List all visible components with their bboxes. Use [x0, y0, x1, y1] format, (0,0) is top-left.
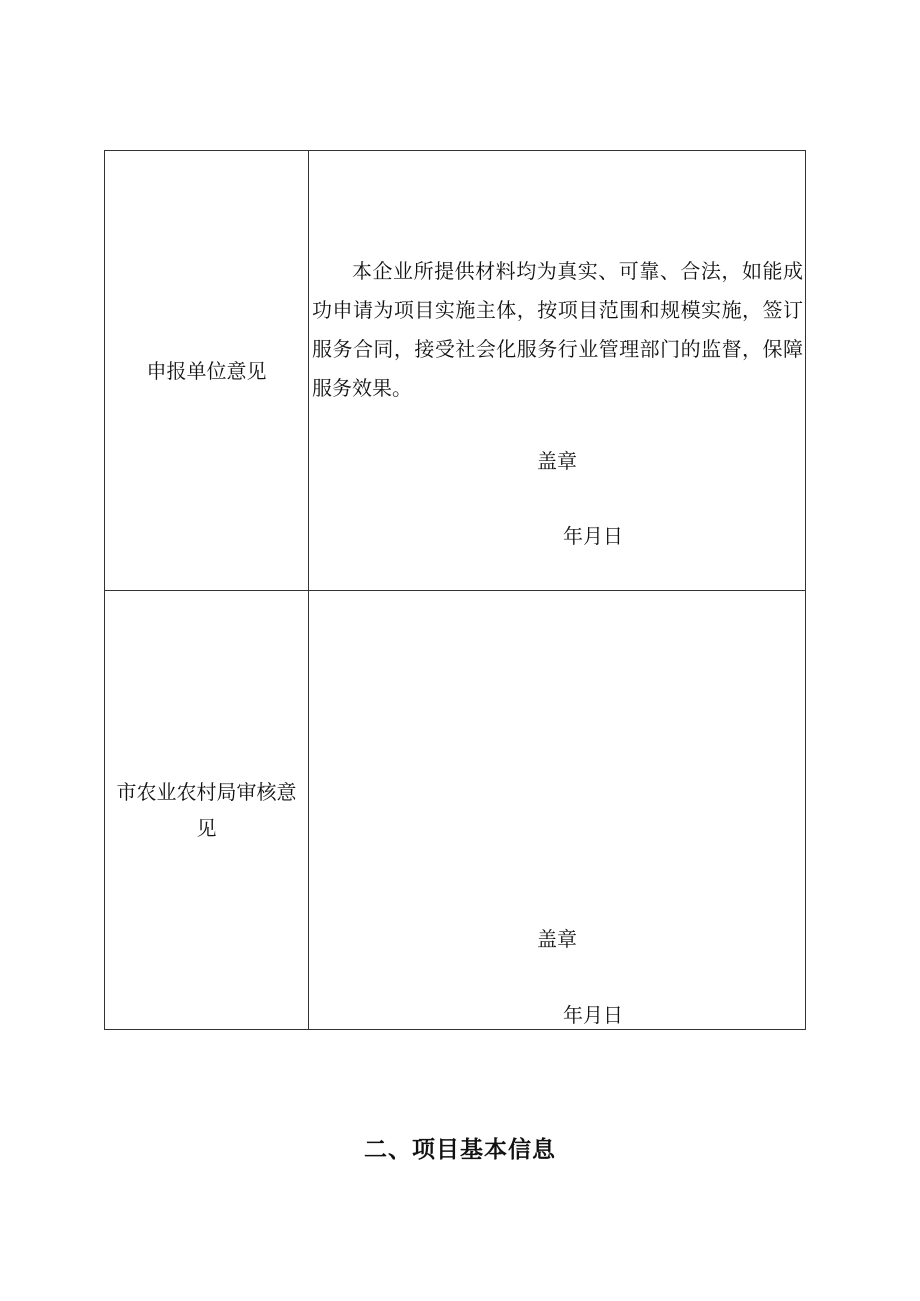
opinion-form-table: [104, 150, 806, 1030]
bureau-date-label: 年月日: [563, 1003, 623, 1027]
bureau-review-content: [309, 591, 805, 1029]
applicant-opinion-content: [309, 151, 805, 590]
applicant-opinion-row: [105, 151, 805, 590]
bureau-seal-label: 盖章: [537, 927, 577, 951]
applicant-date-label: 年月日: [563, 524, 623, 548]
bureau-review-row: [105, 590, 805, 1029]
applicant-opinion-label: 申报单位意见: [105, 151, 309, 590]
bureau-review-label: 市农业农村局审核意见: [105, 591, 309, 1029]
applicant-statement: 本企业所提供材料均为真实、可靠、合法，如能成功申请为项目实施主体，按项目范围和规模实施，签订服务合同，接受社会化服务行业管理部门的监督，保障服务效果。: [312, 259, 803, 400]
section-heading: 二、项目基本信息: [364, 1137, 556, 1163]
applicant-seal-label: 盖章: [537, 449, 577, 473]
